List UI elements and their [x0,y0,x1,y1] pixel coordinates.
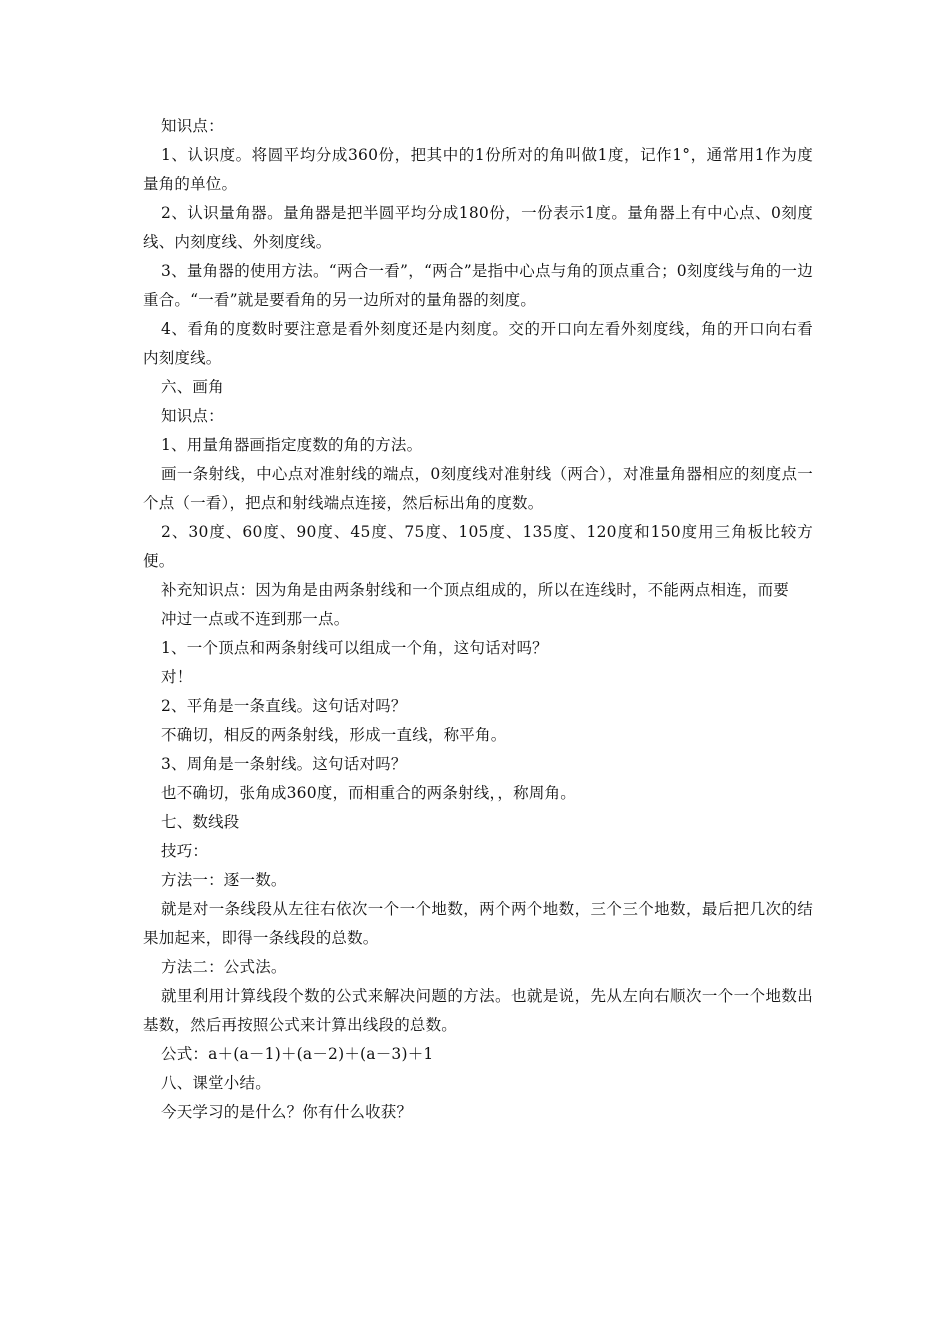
question-3: 3、周角是一条射线。这句话对吗？ [161,755,407,773]
answer-2: 不确切，相反的两条射线，形成一直线，称平角。 [161,726,507,744]
paragraph-method-2: 方法二：公式法。 [161,958,287,976]
paragraph-draw-method: 1、用量角器画指定度数的角的方法。 [161,436,423,454]
paragraph-triangle-ruler: 2、30度、60度、90度、45度、75度、105度、135度、120度和150度用三角板比较方便。 [143,523,813,570]
paragraph-knowledge-heading-1: 知识点： [161,117,224,135]
paragraph-method-1: 方法一：逐一数。 [161,871,287,889]
answer-3: 也不确切，张角成360度，而相重合的两条射线，，称周角。 [161,784,576,802]
paragraph-tips-heading: 技巧： [161,842,209,860]
paragraph-protractor: 2、认识量角器。量角器是把半圆平均分成180份，一份表示1度。量角器上有中心点、0刻度线、内刻度线、外刻度线。 [143,204,813,251]
paragraph-summary-question: 今天学习的是什么？你有什么收获？ [161,1103,413,1121]
paragraph-protractor-usage: 3、量角器的使用方法。“两合一看”，“两合”是指中心点与角的顶点重合；0刻度线与角的一边重合。“一看”就是要看角的另一边所对的量角器的刻度。 [143,262,813,309]
paragraph-degree: 1、认识度。将圆平均分成360份，把其中的1份所对的角叫做1度，记作1°，通常用1作为度量角的单位。 [143,146,813,193]
section-heading-summary: 八、课堂小结。 [161,1074,271,1092]
paragraph-formula: 公式：a＋(a－1)＋(a－2)＋(a－3)＋1 [161,1045,434,1063]
paragraph-knowledge-heading-2: 知识点： [161,407,224,425]
question-2: 2、平角是一条直线。这句话对吗？ [161,697,407,715]
paragraph-method-1-desc: 就是对一条线段从左往右依次一个一个地数，两个两个地数，三个三个地数，最后把几次的结果加起来，即得一条线段的总数。 [143,900,813,947]
paragraph-draw-steps: 画一条射线，中心点对准射线的端点，0刻度线对准射线（两合），对准量角器相应的刻度点一个点（一看），把点和射线端点连接，然后标出角的度数。 [143,465,813,512]
question-1: 1、一个顶点和两条射线可以组成一个角，这句话对吗？ [161,639,548,657]
answer-1: 对！ [161,668,193,686]
document-body [143,112,813,1127]
section-heading-count-segments: 七、数线段 [161,813,240,831]
paragraph-method-2-desc: 就里利用计算线段个数的公式来解决问题的方法。也就是说，先从左向右顺次一个一个地数出基数，然后再按照公式来计算出线段的总数。 [143,987,813,1034]
paragraph-supplement: 补充知识点：因为角是由两条射线和一个顶点组成的，所以在连线时，不能两点相连，而要 [161,581,790,599]
paragraph-reading-angle: 4、看角的度数时要注意是看外刻度还是内刻度。交的开口向左看外刻度线，角的开口向右看内刻度线。 [143,320,813,367]
section-heading-draw-angle: 六、画角 [161,378,224,396]
paragraph-supplement-cont: 冲过一点或不连到那一点。 [161,610,350,628]
